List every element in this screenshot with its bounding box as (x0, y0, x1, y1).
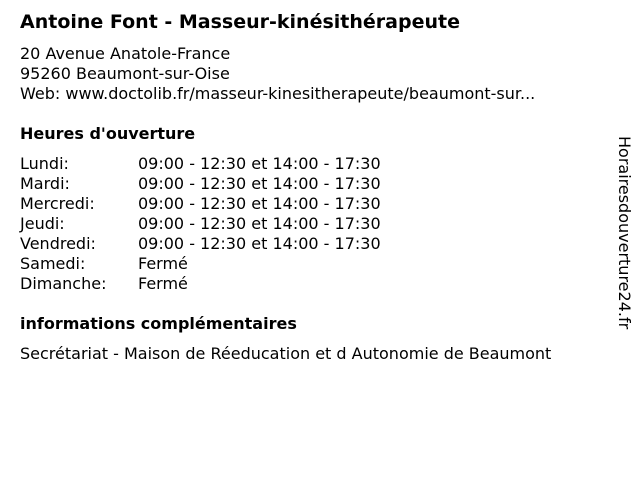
info-text: Secrétariat - Maison de Réeducation et d Autonomie de Beaumont (20, 344, 552, 363)
hours-row-thursday (20, 214, 381, 234)
hours-table (20, 154, 381, 294)
page-title: Antoine Font - Masseur-kinésithérapeute (20, 11, 460, 33)
hours-row-monday (20, 154, 381, 174)
time-value: 09:00 - 12:30 et 14:00 - 17:30 (138, 194, 381, 213)
hours-row-tuesday (20, 174, 381, 194)
day-label: Dimanche: (20, 274, 107, 293)
time-value: 09:00 - 12:30 et 14:00 - 17:30 (138, 214, 381, 233)
hours-heading: Heures d'ouverture (20, 124, 196, 143)
time-value: Fermé (138, 254, 188, 273)
time-value: 09:00 - 12:30 et 14:00 - 17:30 (138, 154, 381, 173)
time-value: Fermé (138, 274, 188, 293)
time-value: 09:00 - 12:30 et 14:00 - 17:30 (138, 234, 381, 253)
city-postal: 95260 Beaumont-sur-Oise (20, 64, 230, 83)
day-label: Lundi: (20, 154, 69, 173)
day-label: Vendredi: (20, 234, 96, 253)
day-label: Samedi: (20, 254, 86, 273)
address-block (20, 44, 535, 104)
time-value: 09:00 - 12:30 et 14:00 - 17:30 (138, 174, 381, 193)
day-label: Mercredi: (20, 194, 95, 213)
website-link[interactable]: Web: www.doctolib.fr/masseur-kinesitherapeute/beaumont-sur... (20, 84, 536, 103)
hours-row-saturday (20, 254, 381, 274)
hours-row-friday (20, 234, 381, 254)
day-label: Jeudi: (20, 214, 65, 233)
sidebar-watermark (610, 136, 638, 376)
day-label: Mardi: (20, 174, 70, 193)
info-heading: informations complémentaires (20, 314, 297, 333)
watermark-text: Horairesdouverture24.fr (615, 136, 634, 330)
hours-row-sunday (20, 274, 381, 294)
street-address: 20 Avenue Anatole-France (20, 44, 231, 63)
hours-row-wednesday (20, 194, 381, 214)
